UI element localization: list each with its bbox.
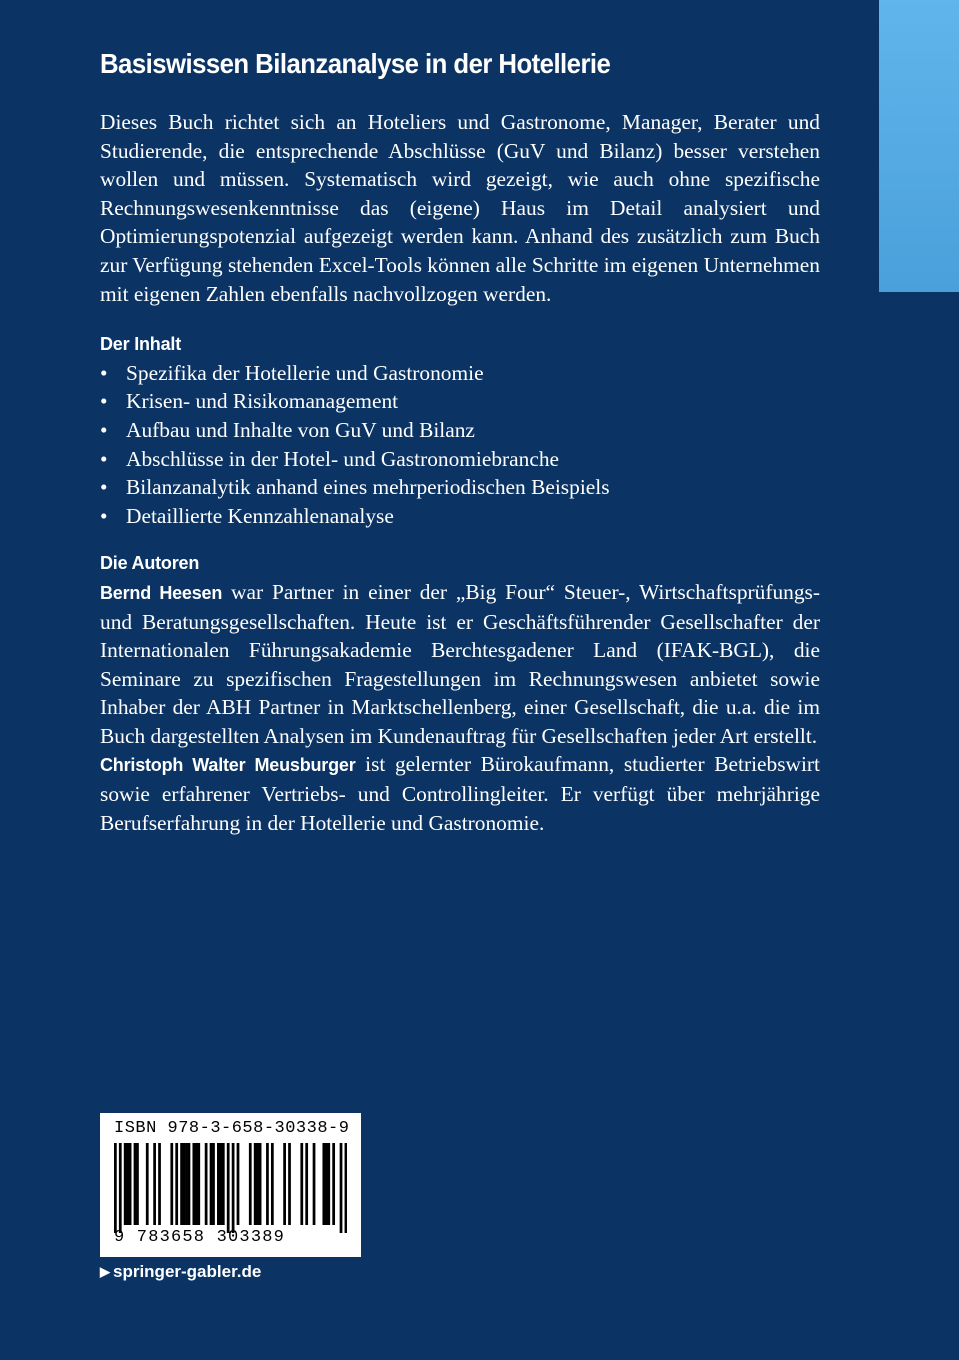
barcode-bar — [192, 1143, 195, 1225]
list-item: • Bilanzanalytik anhand eines mehrperiodischen Beispiels — [100, 473, 820, 502]
bullet-icon: • — [100, 503, 108, 528]
arrow-right-icon: ▶ — [100, 1264, 110, 1279]
barcode-bar — [212, 1143, 215, 1225]
author2-paragraph — [100, 750, 820, 837]
barcode-bar — [288, 1143, 291, 1225]
barcode-bar — [219, 1143, 222, 1225]
list-item: • Abschlüsse in der Hotel- und Gastronomiebranche — [100, 445, 820, 474]
authors-section — [100, 549, 820, 837]
barcode-bar — [313, 1143, 316, 1225]
barcode-bar — [158, 1143, 161, 1225]
list-item: • Detaillierte Kennzahlenanalyse — [100, 502, 820, 531]
barcode-bar — [237, 1143, 240, 1225]
bullet-icon: • — [100, 360, 108, 385]
barcode-bar — [197, 1143, 200, 1225]
accent-bar — [879, 0, 959, 292]
contents-section — [100, 330, 820, 530]
barcode-bar — [305, 1143, 308, 1225]
barcode-bar — [271, 1143, 274, 1225]
barcode-bar — [188, 1143, 191, 1225]
barcode-bar — [134, 1143, 137, 1225]
author1-paragraph — [100, 578, 820, 751]
barcode-bars — [114, 1143, 347, 1233]
book-title: Basiswissen Bilanzanalyse in der Hotellerie — [100, 48, 611, 79]
isbn-barcode — [100, 1113, 361, 1257]
barcode-bar — [136, 1143, 139, 1225]
author2-name: Christoph Walter Meusburger — [100, 755, 356, 776]
barcode-bar — [170, 1143, 173, 1225]
barcode-bar — [210, 1143, 213, 1225]
barcode-bar — [325, 1143, 328, 1225]
barcode-bar — [249, 1143, 252, 1225]
barcode-bar — [227, 1143, 230, 1233]
barcode-bar — [195, 1143, 198, 1225]
barcode-bar — [180, 1143, 183, 1225]
back-cover-content — [100, 44, 820, 837]
author1-bio: war Partner in einer der „Big Four“ Steuer-, Wirtschaftsprüfungs- und Beratungsgesellschaften. Heute ist er Geschäftsführender Gesellschafter der Internationalen Führungsakademie Berchtesgadener Land (IFAK-BGL), die Seminare zu spezifischen Fragestellungen im Rechnungswesen anbietet sowie Inhaber der ABH Partner in Marktschellenberg, einer Gesellschaft, die u.a. die im Buch dargestellten Analysen im Kundenauftrag für Gesellschaften jeder Art erstellt. — [100, 579, 820, 748]
list-item: • Krisen- und Risikomanagement — [100, 387, 820, 416]
barcode-bar — [300, 1143, 303, 1225]
bullet-icon: • — [100, 446, 108, 471]
barcode-bar — [175, 1143, 178, 1225]
barcode-bar — [124, 1143, 127, 1225]
intro-paragraph: Dieses Buch richtet sich an Hoteliers und Gastronome, Manager, Berater und Studierende, die entsprechende Abschlüsse (GuV und Bilanz) besser verstehen wollen und müssen. Systematisch wird gezeigt, wie auch ohne spezifische Rechnungswesenkenntnisse das (eigene) Haus im Detail analysiert und Optimierungspotenzial aufgezeigt werden kann. Anhand des zusätzlich zum Buch zur Verfügung stehenden Excel-Tools können alle Schritte im eigenen Unternehmen mit eigenen Zahlen ebenfalls nachvollzogen werden. — [100, 110, 820, 306]
barcode-bar — [266, 1143, 269, 1225]
barcode-bar — [153, 1143, 156, 1225]
barcode-bar — [114, 1143, 117, 1233]
publisher-url: springer-gabler.de — [113, 1262, 262, 1281]
author2-bio: ist gelernter Bürokaufmann, studierter Betriebswirt sowie erfahrener Vertriebs- und Controllingleiter. Er verfügt über mehrjährige Berufserfahrung in der Hotellerie und Gastronomie. — [100, 752, 820, 835]
barcode-bar — [340, 1143, 343, 1233]
barcode-bar — [327, 1143, 330, 1225]
bullet-icon: • — [100, 475, 108, 500]
barcode-bar — [322, 1143, 325, 1225]
barcode-bar — [259, 1143, 262, 1225]
barcode-bar — [217, 1143, 220, 1225]
barcode-bar — [205, 1143, 208, 1225]
barcode-bar — [119, 1143, 122, 1233]
publisher-link[interactable] — [100, 1262, 261, 1282]
barcode-bar — [185, 1143, 188, 1225]
barcode-bar — [146, 1143, 149, 1225]
list-item: • Aufbau und Inhalte von GuV und Bilanz — [100, 416, 820, 445]
contents-heading: Der Inhalt — [100, 334, 182, 355]
barcode-bar — [256, 1143, 259, 1225]
contents-list — [100, 359, 820, 531]
bullet-icon: • — [100, 417, 108, 442]
author1-name: Bernd Heesen — [100, 582, 223, 603]
barcode-bar — [126, 1143, 129, 1225]
barcode-bar — [254, 1143, 257, 1225]
barcode-bar — [345, 1143, 347, 1233]
authors-heading: Die Autoren — [100, 553, 200, 574]
barcode-bar — [183, 1143, 186, 1225]
barcode-bar — [283, 1143, 286, 1225]
barcode-bar — [222, 1143, 225, 1225]
barcode-bar — [332, 1143, 335, 1225]
list-item: • Spezifika der Hotellerie und Gastronomie — [100, 359, 820, 388]
barcode-bar — [129, 1143, 132, 1225]
bullet-icon: • — [100, 389, 108, 414]
isbn-digits: 9 783658 303389 — [114, 1228, 286, 1247]
isbn-label: ISBN 978-3-658-30338-9 — [114, 1119, 350, 1138]
barcode-bar — [232, 1143, 235, 1233]
